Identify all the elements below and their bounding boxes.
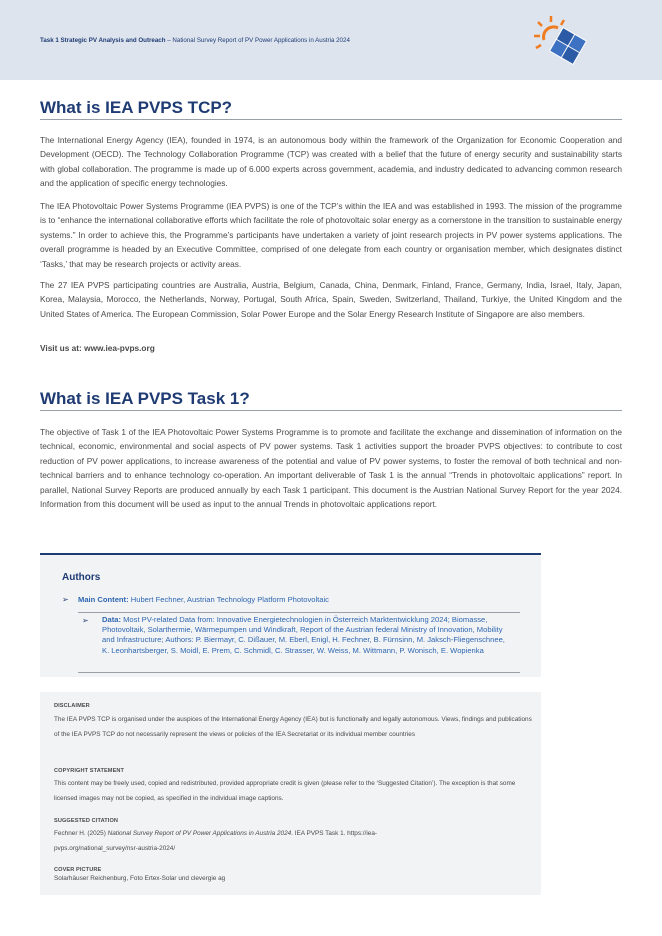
arrow-bullet-icon: ➢ xyxy=(82,616,89,625)
copyright-text: This content may be freely used, copied and redistributed, provided appropriate credit is given (please refer to the ‘Suggested Citation’). The exception is that some licensed images may not be copied, as specified in the individual image captions. xyxy=(54,780,516,802)
disclaimer-box xyxy=(40,692,541,895)
visit-link-text: Visit us at: www.iea-pvps.org xyxy=(40,343,155,353)
cover-picture-heading: COVER PICTURE xyxy=(54,867,102,873)
section-title-task1: What is IEA PVPS Task 1? xyxy=(40,389,250,408)
authors-box xyxy=(40,553,541,677)
disclaimer-text: The IEA PVPS TCP is organised under the auspices of the International Energy Agency (IEA) but is functionally and legally autonomous. Views, findings and publications of the IEA PVPS TCP do not necessarily represent the views or policies of the IEA Secretariat or its individual member countries xyxy=(54,716,532,738)
data-label: Data: xyxy=(102,615,121,624)
data-value: Most PV-related Data from: Innovative Energietechnologien in Österreich Marktentwicklung 2024; Biomasse, Photovoltaik, Solarthermie, Wärmepumpen und Windkraft, Report of the Austrian federal Ministry of Innovation, Mobility and Infrastructure; Authors: P. Biermayr, C. Dißauer, M. Eberl, Enigl, H. Fechner, B. Fürnsinn, M. Jaksch-Fliegenschnee, K. Leonhartsberger, S. Moidl, E. Prem, C. Schmidl, C. Strasser, W. Weiss, M. Wittmann, P. Wonisch, E. Wopienka xyxy=(102,615,505,655)
running-header xyxy=(40,37,350,44)
iea-pvps-sun-panel-logo-icon xyxy=(532,14,592,68)
citation-title: National Survey Report of PV Power Applications in Austria 2024 xyxy=(107,830,292,837)
authors-title: Authors xyxy=(62,572,101,583)
paragraph-iea-intro: The International Energy Agency (IEA), founded in 1974, is an autonomous body within the framework of the Organization for Economic Cooperation and Development (OECD). The Technology Collaboration Programme (TCP) was created with a belief that the future of energy security and sustainability starts with global collaboration. The programme is made up of 6.000 experts across government, academia, and industry dedicated to advancing common research and the application of specific energy technologies. xyxy=(40,135,622,189)
section-rule xyxy=(40,119,622,120)
copyright-heading: COPYRIGHT STATEMENT xyxy=(54,768,125,774)
main-content-value: Hubert Fechner, Austrian Technology Platform Photovoltaic xyxy=(128,595,329,604)
paragraph-pvps-mission: The IEA Photovoltaic Power Systems Programme (IEA PVPS) is one of the TCP’s within the IEA and was established in 1993. The mission of the programme is to “enhance the international collaborative efforts which facilitate the role of photovoltaic solar energy as a cornerstone in the transition to sustainable energy systems.” In order to achieve this, the Programme’s participants have undertaken a variety of joint research projects in PV power systems applications. The overall programme is headed by an Executive Committee, comprised of one delegate from each country or organisation member, which designates distinct ‘Tasks,’ that may be research projects or activity areas. xyxy=(40,201,622,269)
disclaimer-heading: DISCLAIMER xyxy=(54,703,90,709)
authors-main-content xyxy=(62,595,329,604)
header-report-label: – National Survey Report of PV Power Applications in Austria 2024 xyxy=(165,37,350,44)
authors-data-source xyxy=(102,615,512,656)
citation-heading: SUGGESTED CITATION xyxy=(54,818,119,824)
citation-post: . IEA PVPS Task 1. https://iea-pvps.org/national_survey/nsr-austria-2024/ xyxy=(54,830,378,852)
cover-picture-text: Solarhäuser Reichenburg, Foto Ertex-Solar und clevergie ag xyxy=(54,875,226,882)
main-content-label: Main Content: xyxy=(78,595,129,604)
paragraph-participants: The 27 IEA PVPS participating countries are Australia, Austria, Belgium, Canada, China, Denmark, Finland, France, Germany, India, Israel, Italy, Japan, Korea, Malaysia, Morocco, the Netherlands, Norway, Portugal, South Africa, Spain, Sweden, Switzerland, Thailand, Turkiye, the United Kingdom and the United States of America. The European Commission, Solar Power Europe and the Solar Energy Research Institute of Singapore are also members. xyxy=(40,280,622,319)
paragraph-task1-objective: The objective of Task 1 of the IEA Photovoltaic Power Systems Programme is to promote and facilitate the exchange and dissemination of information on the technical, economic, environmental and social aspects of PV power systems. Task 1 activities support the broader PVPS objectives: to contribute to cost reduction of PV power applications, to increase awareness of the potential and value of PV power systems, to foster the removal of both technical and non-technical barriers and to enhance technology co-operation. An important deliverable of Task 1 is the annual “Trends in photovoltaic applications” report. In parallel, National Survey Reports are produced annually by each Task 1 participant. This document is the Austrian National Survey Report for the year 2024. Information from this document will be used as input to the annual Trends in photovoltaic applications report. xyxy=(40,427,622,510)
header-task-label: Task 1 Strategic PV Analysis and Outreach xyxy=(40,37,166,44)
section-title-tcp: What is IEA PVPS TCP? xyxy=(40,98,233,117)
arrow-bullet-icon: ➢ xyxy=(62,595,69,604)
section-rule xyxy=(40,410,622,411)
header-band xyxy=(0,0,662,80)
authors-separator xyxy=(78,612,520,613)
authors-separator xyxy=(78,672,520,673)
citation-pre: Fechner H. (2025) xyxy=(54,830,108,837)
citation-text xyxy=(54,827,454,856)
